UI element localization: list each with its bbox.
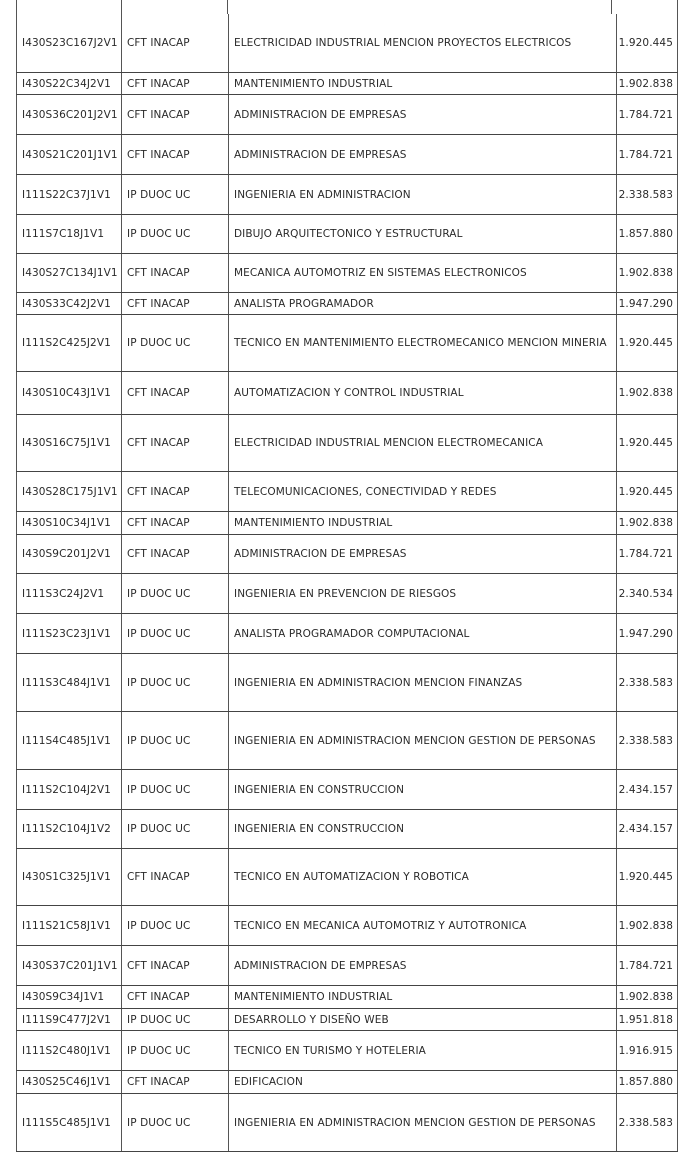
institution-cell: IP DUOC UC xyxy=(127,337,191,349)
amount-cell: 1.947.290 xyxy=(618,297,673,310)
institution-cell: IP DUOC UC xyxy=(127,587,191,600)
amount-cell: 1.902.838 xyxy=(618,517,673,529)
program-code-cell: I111S3C484J1V1 xyxy=(22,676,111,689)
program-code-cell: I111S3C24J2V1 xyxy=(22,587,105,600)
program-name-cell: TECNICO EN AUTOMATIZACION Y ROBOTICA xyxy=(234,871,469,883)
program-code-cell: I430S36C201J2V1 xyxy=(22,108,118,121)
program-code-cell: I430S23C167J2V1 xyxy=(22,37,118,49)
amount-cell: 1.902.838 xyxy=(618,267,673,279)
amount-cell: 1.920.445 xyxy=(618,37,673,49)
program-code-cell: I430S22C34J2V1 xyxy=(22,77,111,90)
program-code-cell: I111S4C485J1V1 xyxy=(22,734,111,747)
institution-cell: CFT INACAP xyxy=(127,517,190,529)
program-code-cell: I430S28C175J1V1 xyxy=(22,485,118,498)
institution-cell: CFT INACAP xyxy=(127,108,190,121)
institution-cell: CFT INACAP xyxy=(127,548,190,560)
amount-cell: 2.338.583 xyxy=(618,188,673,201)
institution-cell: CFT INACAP xyxy=(127,297,190,310)
program-name-cell: INGENIERIA EN ADMINISTRACION MENCION FINANZAS xyxy=(234,676,523,689)
institution-cell: CFT INACAP xyxy=(127,991,190,1003)
amount-cell: 1.920.445 xyxy=(618,337,673,349)
table-row xyxy=(16,770,678,810)
program-code-cell: I111S9C477J2V1 xyxy=(22,1013,111,1026)
table-body xyxy=(16,14,678,1152)
program-name-cell: MANTENIMIENTO INDUSTRIAL xyxy=(234,991,393,1003)
amount-cell: 1.902.838 xyxy=(618,991,673,1003)
program-name-cell: INGENIERIA EN CONSTRUCCION xyxy=(234,783,405,796)
table-row xyxy=(16,95,678,135)
program-name-cell: TECNICO EN MECANICA AUTOMOTRIZ Y AUTOTRONICA xyxy=(234,919,527,932)
institution-cell: CFT INACAP xyxy=(127,77,190,90)
program-code-cell: I430S33C42J2V1 xyxy=(22,297,111,310)
program-table xyxy=(16,0,678,1152)
program-code-cell: I430S16C75J1V1 xyxy=(22,437,111,449)
program-name-cell: DIBUJO ARQUITECTONICO Y ESTRUCTURAL xyxy=(234,228,463,240)
table-row xyxy=(16,946,678,986)
program-name-cell: TECNICO EN MANTENIMIENTO ELECTROMECANICO MENCION MINERIA xyxy=(234,337,607,349)
program-name-cell: ANALISTA PROGRAMADOR COMPUTACIONAL xyxy=(234,627,470,640)
program-name-cell: EDIFICACION xyxy=(234,1076,303,1088)
amount-cell: 2.338.583 xyxy=(618,676,673,689)
program-code-cell: I430S25C46J1V1 xyxy=(22,1076,111,1088)
institution-cell: CFT INACAP xyxy=(127,437,190,449)
program-name-cell: MECANICA AUTOMOTRIZ EN SISTEMAS ELECTRONICOS xyxy=(234,267,527,279)
amount-cell: 1.784.721 xyxy=(618,148,673,161)
program-name-cell: ADMINISTRACION DE EMPRESAS xyxy=(234,548,407,560)
table-row xyxy=(16,215,678,254)
program-code-cell: I111S23C23J1V1 xyxy=(22,627,111,640)
amount-cell: 1.916.915 xyxy=(618,1044,673,1057)
table-row xyxy=(16,1094,678,1152)
institution-cell: IP DUOC UC xyxy=(127,627,191,640)
program-name-cell: DESARROLLO Y DISEÑO WEB xyxy=(234,1013,389,1026)
program-name-cell: TECNICO EN TURISMO Y HOTELERIA xyxy=(234,1044,426,1057)
amount-cell: 1.857.880 xyxy=(618,1076,673,1088)
amount-cell: 2.338.583 xyxy=(618,734,673,747)
institution-cell: CFT INACAP xyxy=(127,37,190,49)
table-row xyxy=(16,512,678,535)
institution-cell: IP DUOC UC xyxy=(127,1116,191,1129)
program-code-cell: I430S1C325J1V1 xyxy=(22,871,111,883)
program-name-cell: TELECOMUNICACIONES, CONECTIVIDAD Y REDES xyxy=(234,485,497,498)
institution-cell: CFT INACAP xyxy=(127,871,190,883)
table-row xyxy=(16,14,678,73)
institution-cell: IP DUOC UC xyxy=(127,823,191,835)
program-code-cell: I430S37C201J1V1 xyxy=(22,959,118,972)
institution-cell: IP DUOC UC xyxy=(127,188,191,201)
amount-cell: 1.920.445 xyxy=(618,485,673,498)
institution-cell: CFT INACAP xyxy=(127,267,190,279)
amount-cell: 1.857.880 xyxy=(618,228,673,240)
program-code-cell: I111S2C104J2V1 xyxy=(22,783,111,796)
institution-cell: CFT INACAP xyxy=(127,387,190,399)
institution-cell: IP DUOC UC xyxy=(127,734,191,747)
table-continuation xyxy=(16,0,678,14)
amount-cell: 2.434.157 xyxy=(618,823,673,835)
amount-cell: 2.338.583 xyxy=(618,1116,673,1129)
program-code-cell: I111S5C485J1V1 xyxy=(22,1116,111,1129)
program-name-cell: ADMINISTRACION DE EMPRESAS xyxy=(234,108,407,121)
table-row xyxy=(16,254,678,293)
program-name-cell: INGENIERIA EN ADMINISTRACION MENCION GESTION DE PERSONAS xyxy=(234,1116,596,1129)
table-row xyxy=(16,712,678,770)
table-row xyxy=(16,535,678,574)
program-code-cell: I111S2C425J2V1 xyxy=(22,337,111,349)
program-code-cell: I430S9C201J2V1 xyxy=(22,548,111,560)
table-row xyxy=(16,135,678,175)
institution-cell: IP DUOC UC xyxy=(127,783,191,796)
institution-cell: CFT INACAP xyxy=(127,148,190,161)
amount-cell: 2.434.157 xyxy=(618,783,673,796)
program-code-cell: I111S2C480J1V1 xyxy=(22,1044,111,1057)
program-name-cell: ADMINISTRACION DE EMPRESAS xyxy=(234,959,407,972)
program-name-cell: MANTENIMIENTO INDUSTRIAL xyxy=(234,517,393,529)
program-code-cell: I111S7C18J1V1 xyxy=(22,228,105,240)
amount-cell: 1.902.838 xyxy=(618,919,673,932)
table-row xyxy=(16,810,678,849)
program-code-cell: I111S2C104J1V2 xyxy=(22,823,111,835)
institution-cell: IP DUOC UC xyxy=(127,676,191,689)
institution-cell: IP DUOC UC xyxy=(127,1013,191,1026)
program-code-cell: I111S22C37J1V1 xyxy=(22,188,111,201)
amount-cell: 2.340.534 xyxy=(618,587,673,600)
amount-cell: 1.784.721 xyxy=(618,959,673,972)
program-name-cell: ELECTRICIDAD INDUSTRIAL MENCION PROYECTOS ELECTRICOS xyxy=(234,37,572,49)
institution-cell: IP DUOC UC xyxy=(127,1044,191,1057)
amount-cell: 1.947.290 xyxy=(618,627,673,640)
amount-cell: 1.920.445 xyxy=(618,871,673,883)
program-code-cell: I430S10C43J1V1 xyxy=(22,387,111,399)
table-row xyxy=(16,415,678,472)
amount-cell: 1.784.721 xyxy=(618,548,673,560)
program-code-cell: I430S27C134J1V1 xyxy=(22,267,118,279)
table-row xyxy=(16,1071,678,1094)
program-name-cell: AUTOMATIZACION Y CONTROL INDUSTRIAL xyxy=(234,387,464,399)
table-row xyxy=(16,175,678,215)
table-row xyxy=(16,654,678,712)
table-row xyxy=(16,1009,678,1031)
program-code-cell: I430S21C201J1V1 xyxy=(22,148,118,161)
table-row xyxy=(16,293,678,315)
program-name-cell: ADMINISTRACION DE EMPRESAS xyxy=(234,148,407,161)
program-name-cell: ELECTRICIDAD INDUSTRIAL MENCION ELECTROMECANICA xyxy=(234,437,543,449)
institution-cell: IP DUOC UC xyxy=(127,228,191,240)
amount-cell: 1.920.445 xyxy=(618,437,673,449)
program-code-cell: I430S9C34J1V1 xyxy=(22,991,105,1003)
table-row xyxy=(16,472,678,512)
program-name-cell: ANALISTA PROGRAMADOR xyxy=(234,297,374,310)
institution-cell: IP DUOC UC xyxy=(127,919,191,932)
table-row xyxy=(16,849,678,906)
amount-cell: 1.784.721 xyxy=(618,108,673,121)
table-row xyxy=(16,986,678,1009)
institution-cell: CFT INACAP xyxy=(127,1076,190,1088)
table-row xyxy=(16,315,678,372)
program-name-cell: INGENIERIA EN ADMINISTRACION xyxy=(234,188,411,201)
program-name-cell: INGENIERIA EN PREVENCION DE RIESGOS xyxy=(234,587,457,600)
table-row xyxy=(16,73,678,95)
table-row xyxy=(16,574,678,614)
amount-cell: 1.902.838 xyxy=(618,77,673,90)
program-name-cell: INGENIERIA EN ADMINISTRACION MENCION GESTION DE PERSONAS xyxy=(234,734,596,747)
table-row xyxy=(16,614,678,654)
institution-cell: CFT INACAP xyxy=(127,485,190,498)
institution-cell: CFT INACAP xyxy=(127,959,190,972)
amount-cell: 1.951.818 xyxy=(618,1013,673,1026)
program-code-cell: I111S21C58J1V1 xyxy=(22,919,111,932)
program-code-cell: I430S10C34J1V1 xyxy=(22,517,111,529)
table-row xyxy=(16,1031,678,1071)
program-name-cell: INGENIERIA EN CONSTRUCCION xyxy=(234,823,405,835)
program-name-cell: MANTENIMIENTO INDUSTRIAL xyxy=(234,77,393,90)
amount-cell: 1.902.838 xyxy=(618,387,673,399)
table-row xyxy=(16,372,678,415)
table-row xyxy=(16,906,678,946)
